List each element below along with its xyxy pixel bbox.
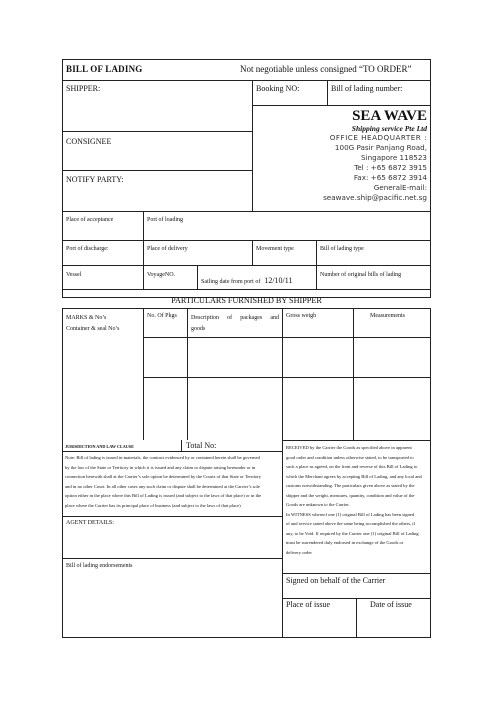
jurisdiction-line: by the law of the State or Territory in which it is issued and any claim or dispute arising hereunder or in bbox=[65, 464, 256, 470]
divider bbox=[62, 170, 252, 171]
divider bbox=[143, 377, 431, 378]
divider bbox=[143, 240, 144, 265]
divider bbox=[252, 240, 253, 265]
notify-party-field[interactable]: NOTIFY PARTY: bbox=[66, 175, 124, 184]
divider bbox=[356, 598, 357, 638]
place-of-issue-field[interactable]: Place of issue bbox=[286, 600, 330, 609]
received-line: good order and condition unless otherwise stated, to be transported to bbox=[286, 454, 414, 460]
endorsements-field[interactable]: Bill of lading endorsements bbox=[66, 563, 133, 569]
company-block bbox=[256, 108, 427, 210]
received-line: delivery order bbox=[286, 549, 312, 555]
booking-no-field[interactable]: Booking NO: bbox=[256, 84, 300, 93]
received-line: Goods are unknown to the Carrier. bbox=[286, 502, 350, 507]
jurisdiction-line: and in no other Court. In all other cases any such claim or dispute shall be determined at the Carrier’s sole bbox=[65, 483, 260, 489]
particulars-heading: PARTICULARS FURNISHED BY SHIPPER bbox=[171, 296, 322, 305]
divider bbox=[316, 240, 317, 265]
received-line: which the Merchant agrees by accepting Bill of Lading, and any local and bbox=[286, 473, 422, 479]
received-line: must be surrendered duly endorsed in exchange of the Goods or bbox=[286, 540, 404, 545]
divider bbox=[143, 211, 144, 240]
port-of-loading-field[interactable]: Port of loading bbox=[147, 217, 183, 223]
divider bbox=[252, 105, 253, 211]
place-of-acceptance-field[interactable]: Place of acceptance bbox=[66, 217, 114, 223]
jurisdiction-title: JURISDICTION AND LAW CLAUSE bbox=[65, 444, 134, 449]
goods-cell[interactable] bbox=[188, 338, 281, 376]
sailing-date-field[interactable] bbox=[201, 270, 292, 288]
description-header: Description of packages and goods bbox=[191, 315, 279, 332]
divider bbox=[252, 105, 431, 106]
company-address-line-2: Singapore 118523 bbox=[361, 153, 427, 162]
measurements-header: Measurements bbox=[370, 313, 405, 319]
original-bl-count-field[interactable]: Number of original bills of lading bbox=[320, 272, 402, 278]
total-no-label: Total No: bbox=[186, 441, 217, 450]
divider bbox=[62, 80, 431, 81]
company-address-line-1: 100G Pasir Panjang Road, bbox=[334, 143, 427, 152]
divider bbox=[282, 573, 431, 574]
divider bbox=[62, 558, 283, 559]
consignee-field[interactable]: CONSIGNEE bbox=[66, 137, 112, 146]
divider bbox=[282, 440, 283, 638]
received-clause bbox=[286, 443, 429, 557]
company-email-label: GeneralE-mail: bbox=[373, 183, 427, 192]
divider bbox=[62, 516, 283, 517]
jurisdiction-line: option either in the place where this Bill of Lading is issued (and subject to the laws of that place) or in the bbox=[65, 493, 262, 498]
negotiability-note: Not negotiable unless consigned “TO ORDER” bbox=[240, 64, 412, 74]
divider bbox=[62, 131, 252, 132]
marks-label: MARKS & No’s bbox=[66, 315, 107, 321]
divider bbox=[252, 80, 253, 105]
goods-cell[interactable] bbox=[283, 338, 352, 376]
sailing-date-label: Sailing date from port of bbox=[201, 279, 261, 285]
port-of-discharge-field[interactable]: Port of discharge: bbox=[66, 246, 109, 252]
company-tagline: Shipping service Pte Ltd bbox=[351, 124, 427, 133]
gross-weight-header: Gross weigh bbox=[286, 313, 317, 319]
marks-header bbox=[66, 313, 142, 335]
jurisdiction-line: place where the Carrier has its principal place of business (and subject to the laws of that place) bbox=[65, 502, 241, 508]
shipper-field[interactable]: SHIPPER: bbox=[66, 84, 101, 93]
bl-number-field[interactable]: Bill of lading number: bbox=[331, 84, 403, 93]
no-of-pkgs-header: No. Of Pkgs bbox=[147, 313, 177, 319]
company-name: SEA WAVE bbox=[352, 108, 427, 124]
document-title: BILL OF LADING bbox=[66, 64, 143, 74]
vessel-field[interactable]: Vessel bbox=[66, 272, 82, 278]
divider bbox=[62, 240, 431, 241]
received-line: any, to be Void. If required by the Carrier one (1) original Bill of Lading bbox=[286, 530, 419, 536]
divider bbox=[62, 265, 431, 266]
goods-cell[interactable] bbox=[354, 338, 430, 376]
bl-type-field[interactable]: Bill of lading type bbox=[320, 246, 364, 252]
voyage-no-field[interactable]: VoyageNO. bbox=[147, 272, 176, 278]
sailing-date-value: 12/10/11 bbox=[264, 276, 293, 285]
divider bbox=[316, 265, 317, 289]
container-seal-label: Container & seal No’s bbox=[66, 326, 120, 332]
divider bbox=[197, 265, 198, 289]
received-line: such a place as agreed, on the front and reverse of this Bill of Lading to bbox=[286, 464, 418, 469]
received-line: In WITNESS whereof one (1) original Bill of Lading has been signed bbox=[286, 511, 415, 517]
jurisdiction-line: Note: Bill of lading is issued in materials, the contract evidenced by or contained herein shall be governed bbox=[65, 455, 260, 460]
divider bbox=[282, 440, 431, 441]
agent-details-field[interactable]: AGENT DETAILS: bbox=[66, 520, 114, 526]
divider bbox=[143, 265, 144, 289]
received-line: RECEIVED by the Carrier the Goods as specified above in apparent bbox=[286, 445, 412, 450]
received-line: of and service stated above the same being accomplished the others, if bbox=[286, 521, 416, 526]
place-of-delivery-field[interactable]: Place of delivery bbox=[147, 246, 188, 252]
goods-cell[interactable] bbox=[144, 338, 186, 376]
received-line: customs notwithstanding. The particulars given above as stated by the bbox=[286, 483, 415, 488]
jurisdiction-line: connection herewith shall at the Carrier’s sole option be determined by the Courts of that State or Territory bbox=[65, 474, 262, 479]
company-email[interactable]: seawave.ship@pacific.net.sg bbox=[323, 193, 427, 202]
divider bbox=[327, 80, 328, 105]
movement-type-field[interactable]: Movement type bbox=[256, 246, 294, 252]
date-of-issue-field[interactable]: Date of issue bbox=[370, 600, 412, 609]
company-tel: Tel : +65 6872 3915 bbox=[354, 163, 427, 172]
received-line: shipper and the weight, measures, quantity, condition and value of the bbox=[286, 492, 415, 498]
signed-on-behalf-field[interactable]: Signed on behalf of the Carrier bbox=[286, 576, 386, 585]
company-fax: Fax: +65 6872 3914 bbox=[353, 173, 427, 182]
divider bbox=[62, 211, 431, 212]
divider bbox=[62, 289, 431, 290]
office-label: OFFICE HEADQUARTER : bbox=[329, 133, 427, 142]
jurisdiction-clause bbox=[65, 453, 280, 510]
